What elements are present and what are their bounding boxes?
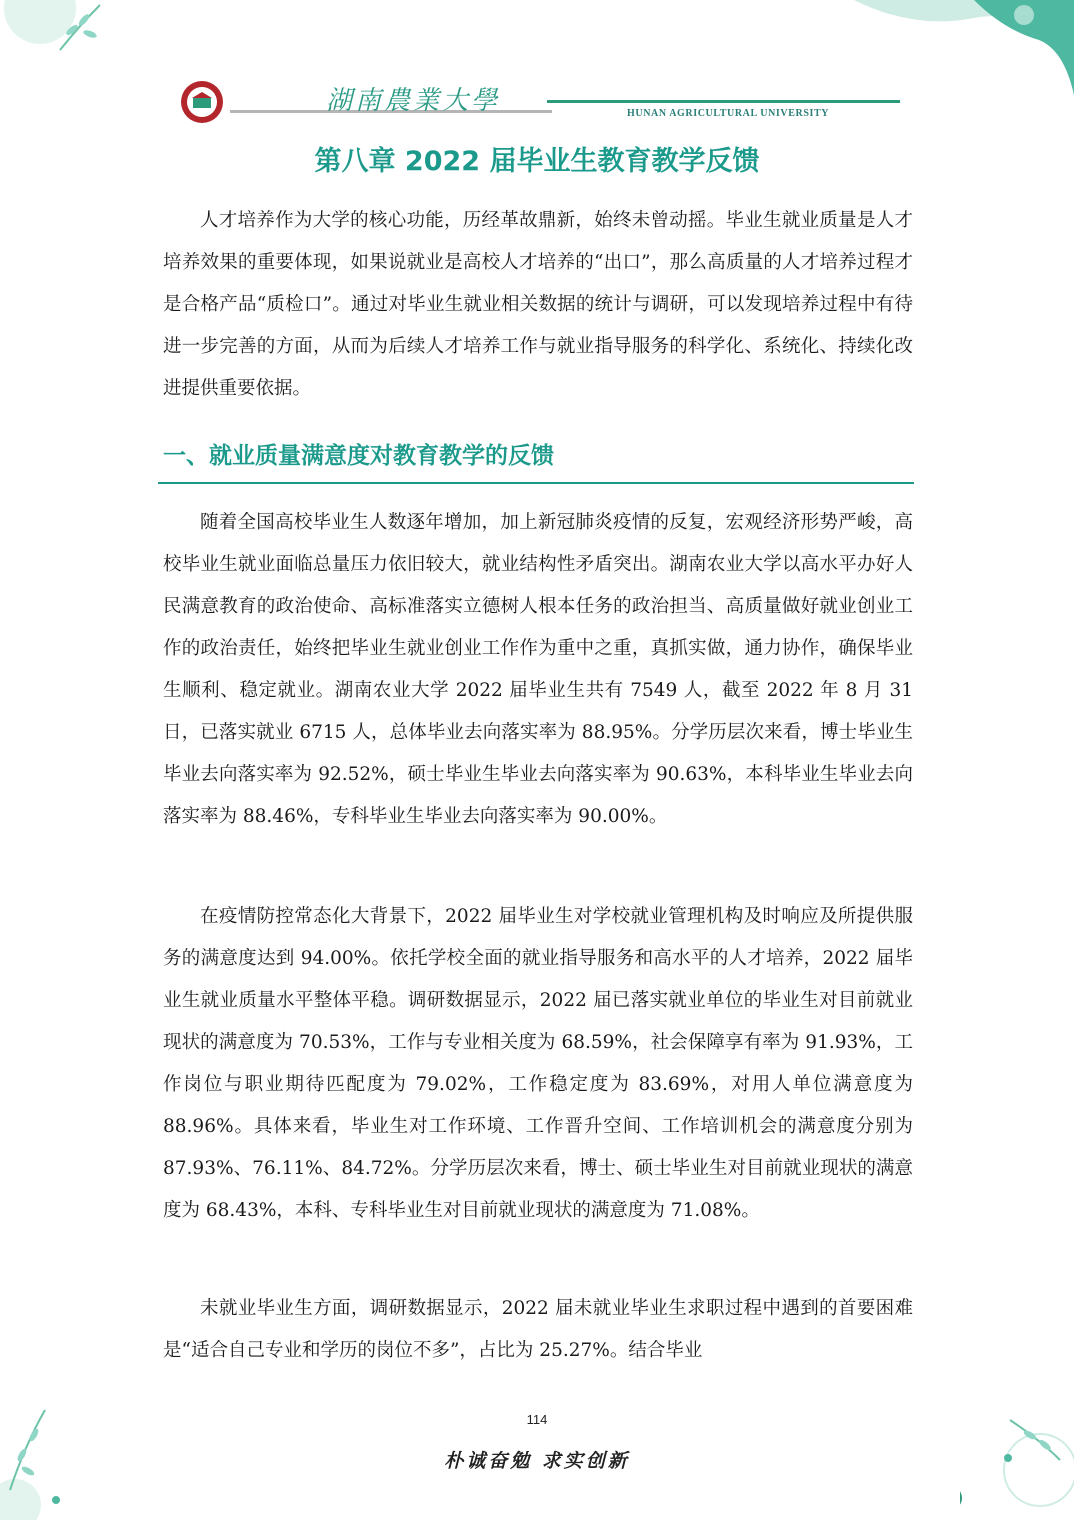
university-name-english: HUNAN AGRICULTURAL UNIVERSITY xyxy=(627,108,830,119)
footer-motto: 朴诚奋勉 求实创新 xyxy=(444,1450,630,1472)
section-paragraph-2: 在疫情防控常态化大背景下，2022 届毕业生对学校就业管理机构及时响应及所提供服务的满意度达到 94.00%。依托学校全面的就业指导服务和高水平的人才培养，2022 届毕业生就业质量水平整体平稳。调研数据显示，2022 届已落实就业单位的毕业生对目前就业现状的满意度为 70.53%，工作与专业相关度为 68.59%，社会保障享有率为 91.93%，工作岗位与职业期待匹配度为 79.02%，工作稳定度为 83.69%，对用人单位满意度为 88.96%。具体来看，毕业生对工作环境、工作晋升空间、工作培训机会的满意度分别为 87.93%、76.11%、84.72%。分学历层次来看，博士、硕士毕业生对目前就业现状的满意度为 68.43%，本科、专科毕业生对目前就业现状的满意度为 71.08%。 xyxy=(163,906,913,1221)
section-paragraph-1: 随着全国高校毕业生人数逐年增加，加上新冠肺炎疫情的反复，宏观经济形势严峻，高校毕业生就业面临总量压力依旧较大，就业结构性矛盾突出。湖南农业大学以高水平办好人民满意教育的政治使命、高标准落实立德树人根本任务的政治担当、高质量做好就业创业工作的政治责任，始终把毕业生就业创业工作作为重中之重，真抓实做，通力协作，确保毕业生顺利、稳定就业。湖南农业大学 2022 届毕业生共有 7549 人，截至 2022 年 8 月 31 日，已落实就业 6715 人，总体毕业去向落实率为 88.95%。分学历层次来看，博士毕业生毕业去向落实率为 92.52%，硕士毕业生毕业去向落实率为 90.63%，本科毕业生毕业去向落实率为 88.46%，专科毕业生毕业去向落实率为 90.00%。 xyxy=(163,512,913,827)
section-title: 一、就业质量满意度对教育教学的反馈 xyxy=(163,443,554,469)
top-right-wave-decoration xyxy=(854,0,1074,110)
university-seal-icon xyxy=(180,80,224,124)
section-paragraph-3: 未就业毕业生方面，调研数据显示，2022 届未就业毕业生求职过程中遇到的首要困难是“适合自己专业和学历的岗位不多”，占比为 25.27%。结合毕业 xyxy=(163,1298,913,1361)
top-left-leaf-decoration xyxy=(0,0,110,60)
header-rule-right xyxy=(547,100,900,103)
intro-paragraph: 人才培养作为大学的核心功能，历经革故鼎新，始终未曾动摇。毕业生就业质量是人才培养效果的重要体现，如果说就业是高校人才培养的“出口”，那么高质量的人才培养过程才是合格产品“质检口”。通过对毕业生就业相关数据的统计与调研，可以发现培养过程中有待进一步完善的方面，从而为后续人才培养工作与就业指导服务的科学化、系统化、持续化改进提供重要依据。 xyxy=(163,210,913,399)
page-number: 114 xyxy=(526,1412,548,1427)
chapter-title: 第八章 2022 届毕业生教育教学反馈 xyxy=(314,146,760,177)
university-name: 湖南農業大學 xyxy=(326,86,501,116)
section-divider xyxy=(158,482,914,484)
